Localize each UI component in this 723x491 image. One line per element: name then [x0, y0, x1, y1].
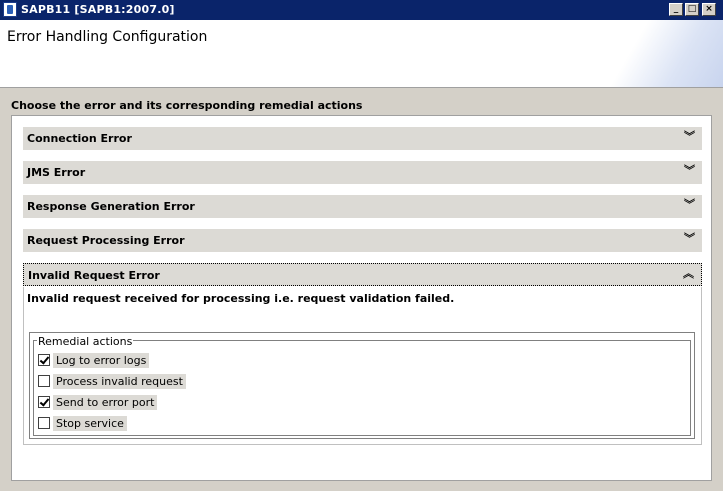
minimize-button[interactable]: _ — [669, 3, 683, 16]
maximize-button[interactable]: □ — [685, 3, 699, 16]
section-jms-error[interactable] — [23, 161, 702, 184]
chevron-down-icon[interactable]: ︾ — [684, 198, 695, 211]
section-label: JMS Error — [27, 166, 86, 179]
window-title: SAPB11 [SAPB1:2007.0] — [21, 3, 175, 16]
chevron-up-icon[interactable]: ︽ — [683, 267, 694, 280]
section-label: Connection Error — [27, 132, 132, 145]
page-title: Error Handling Configuration — [7, 29, 208, 45]
chevron-down-icon[interactable]: ︾ — [684, 232, 695, 245]
section-invalid-request-error[interactable] — [23, 263, 702, 286]
error-description: Invalid request received for processing i.e. request validation failed. — [27, 292, 455, 305]
checkbox[interactable] — [38, 396, 50, 408]
header-decoration — [573, 20, 723, 87]
checkbox[interactable] — [38, 375, 50, 387]
chevron-down-icon[interactable]: ︾ — [684, 130, 695, 143]
remedial-actions-label: Remedial actions — [38, 335, 133, 348]
section-connection-error[interactable] — [23, 127, 702, 150]
checkbox-label[interactable]: Send to error port — [53, 395, 157, 410]
page-header — [0, 20, 723, 88]
section-label: Request Processing Error — [27, 234, 185, 247]
section-response-generation-error[interactable] — [23, 195, 702, 218]
chevron-down-icon[interactable]: ︾ — [684, 164, 695, 177]
window-titlebar — [0, 0, 723, 20]
section-label: Response Generation Error — [27, 200, 195, 213]
section-request-processing-error[interactable] — [23, 229, 702, 252]
checkbox-label[interactable]: Stop service — [53, 416, 127, 431]
instruction-text: Choose the error and its corresponding remedial actions — [11, 99, 363, 112]
checkbox[interactable] — [38, 354, 50, 366]
checkbox[interactable] — [38, 417, 50, 429]
section-label: Invalid Request Error — [28, 269, 160, 282]
close-button[interactable]: × — [702, 3, 716, 16]
app-icon — [3, 2, 17, 17]
checkbox-label[interactable]: Process invalid request — [53, 374, 186, 389]
checkbox-label[interactable]: Log to error logs — [53, 353, 149, 368]
